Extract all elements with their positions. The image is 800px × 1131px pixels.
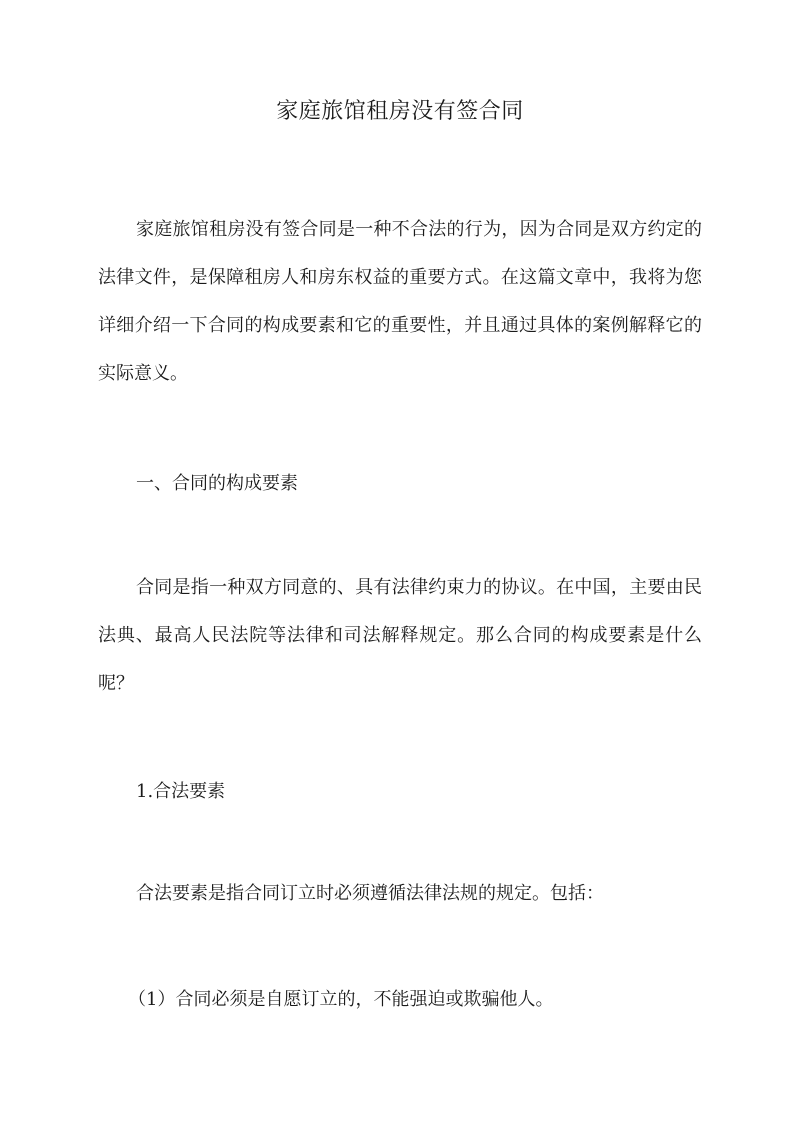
- document-title: 家庭旅馆租房没有签合同: [276, 99, 524, 124]
- intro-paragraph: 家庭旅馆租房没有签合同是一种不合法的行为，因为合同是双方约定的法律文件，是保障租房人和房东权益的重要方式。在这篇文章中，我将为您详细介绍一下合同的构成要素和它的重要性，并且通过具体的案例解释它的实际意义。: [98, 219, 702, 384]
- legal-elements-paragraph: 合法要素是指合同订立时必须遵循法律法规的规定。包括：: [136, 883, 604, 904]
- contract-definition-paragraph: 合同是指一种双方同意的、具有法律约束力的协议。在中国，主要由民法典、最高人民法院等法律和司法解释规定。那么合同的构成要素是什么呢？: [98, 577, 702, 694]
- list-item: （1）合同必须是自愿订立的，不能强迫或欺骗他人。: [128, 989, 554, 1010]
- subsection-heading-legal-elements: 1.合法要素: [136, 781, 226, 802]
- section-heading-contract-elements: 一、合同的构成要素: [136, 473, 298, 494]
